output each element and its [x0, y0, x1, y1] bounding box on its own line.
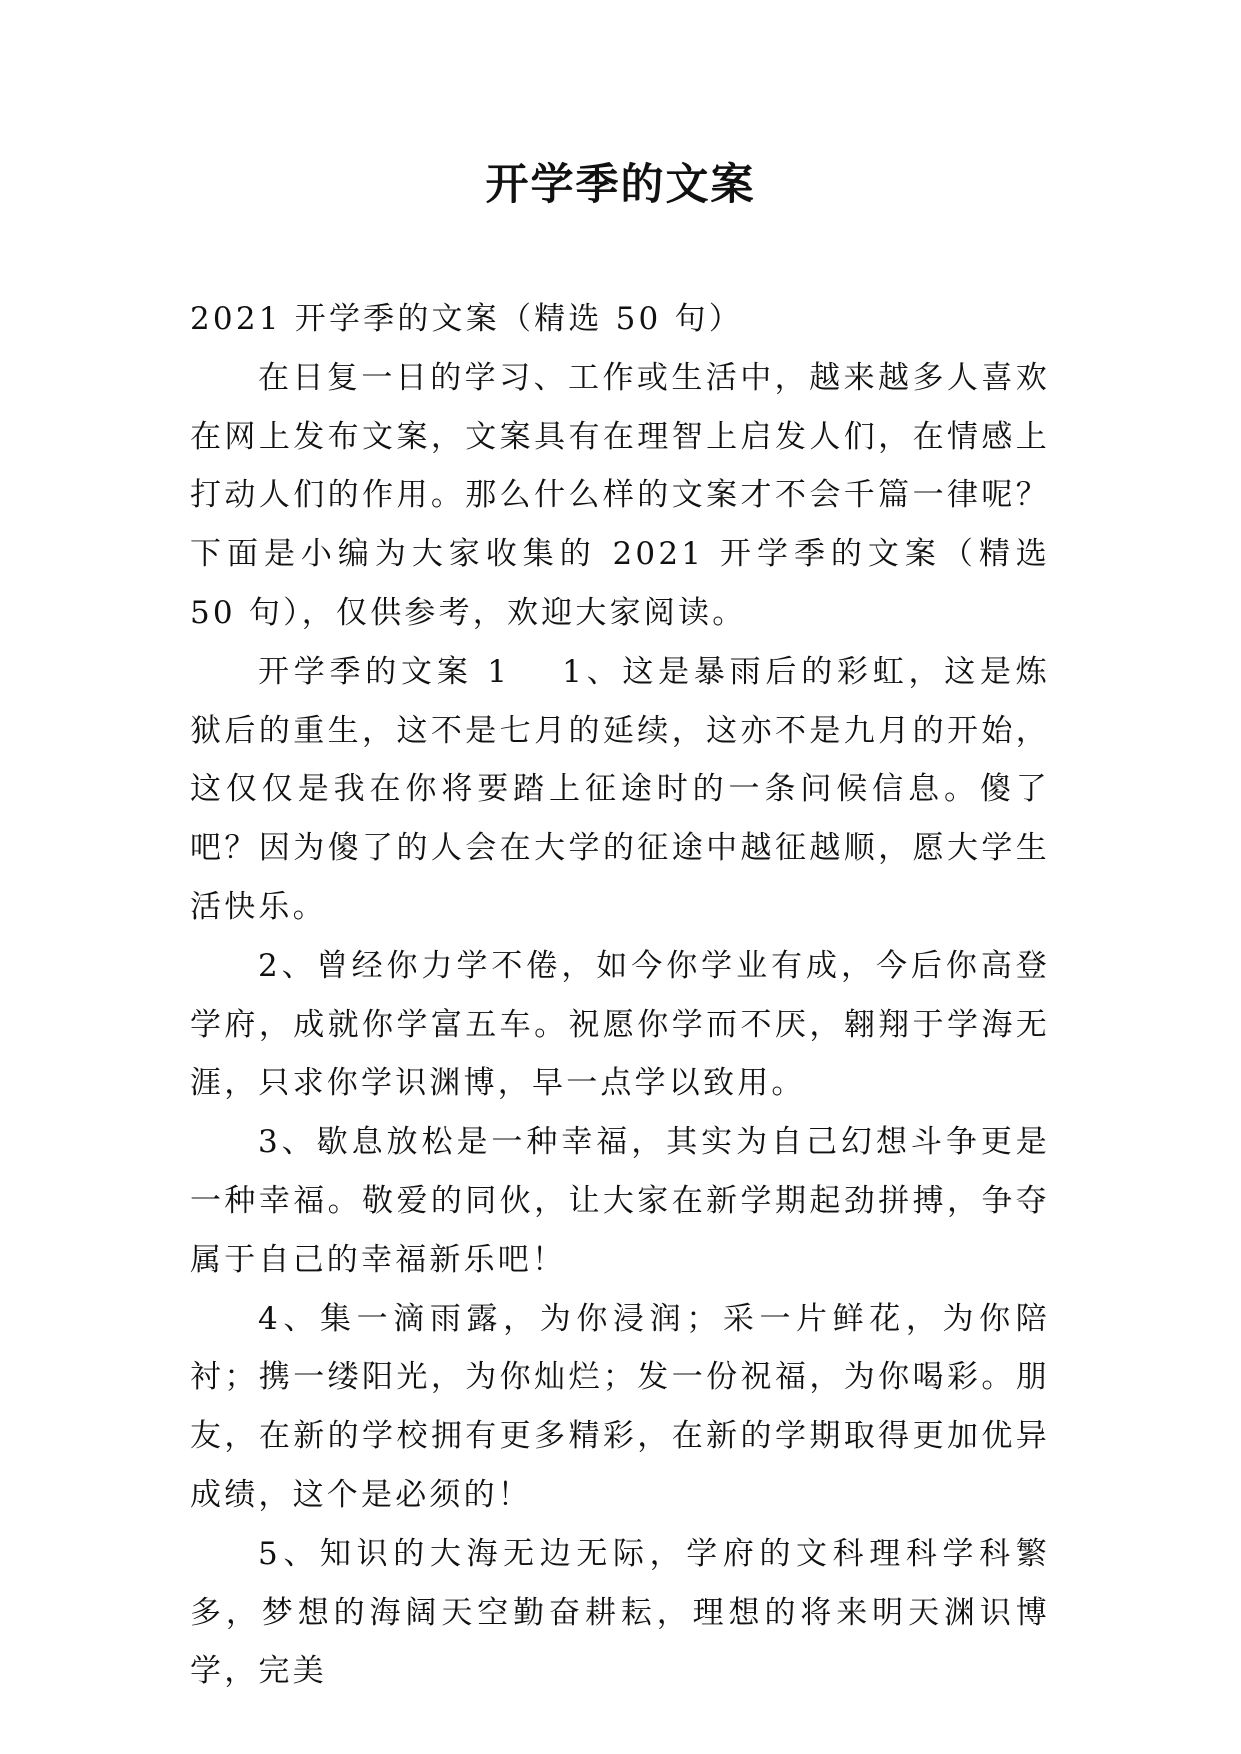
document-title: 开学季的文案 [485, 160, 756, 210]
document-subtitle: 2021 开学季的文案（精选 50 句） [190, 301, 743, 337]
document-body [190, 290, 1050, 1701]
intro-paragraph: 在日复一日的学习、工作或生活中，越来越多人喜欢在网上发布文案，文案具有在理智上启发人们，在情感上打动人们的作用。那么什么样的文案才不会千篇一律呢？下面是小编为大家收集的 2021 开学季的文案（精选 50 句），仅供参考，欢迎大家阅读。 [190, 359, 1050, 631]
section-heading: 开学季的文案 1 [258, 653, 511, 690]
item-paragraph: 3、歇息放松是一种幸福，其实为自己幻想斗争更是一种幸福。敬爱的同伙，让大家在新学期起劲拼搏，争夺属于自己的幸福新乐吧！ [190, 1124, 1050, 1278]
item-paragraph: 2、曾经你力学不倦，如今你学业有成，今后你高登学府，成就你学富五车。祝愿你学而不厌，翱翔于学海无涯，只求你学识渊博，早一点学以致用。 [190, 947, 1050, 1102]
item-paragraph: 4、集一滴雨露，为你浸润；采一片鲜花，为你陪衬；携一缕阳光，为你灿烂；发一份祝福，为你喝彩。朋友，在新的学校拥有更多精彩，在新的学期取得更加优异成绩，这个是必须的！ [190, 1300, 1050, 1513]
section-paragraph [190, 643, 1050, 937]
item-paragraph: 5、知识的大海无边无际，学府的文科理科学科繁多，梦想的海阔天空勤奋耕耘，理想的将来明天渊识博学，完美 [190, 1535, 1050, 1690]
item-text: 1、这是暴雨后的彩虹，这是炼狱后的重生，这不是七月的延续，这亦不是九月的开始，这仅仅是我在你将要踏上征途时的一条问候信息。傻了吧？因为傻了的人会在大学的征途中越征越顺，愿大学生活快乐。 [190, 653, 1050, 925]
